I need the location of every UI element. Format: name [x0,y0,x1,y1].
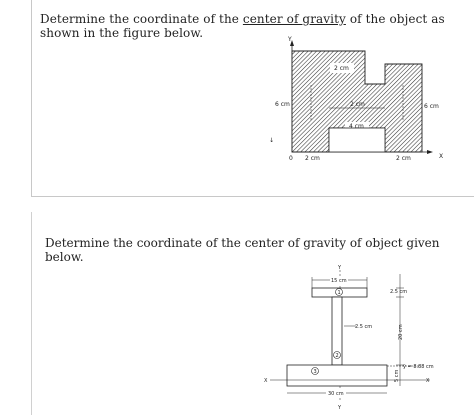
axis-y-bottom: Y [338,405,342,411]
part-1-label: 1 [337,290,341,296]
dim-middle: 2 cm [350,101,365,108]
dim-base-thickness: 5 cm [394,369,400,382]
axis-x-left: X [264,378,268,384]
axis-x-label: X [439,153,444,160]
question-2-text: Determine the coordinate of the center of gravity of object given below. [45,236,440,264]
x-axis-arrow [427,150,433,154]
arrow-mark: ↓ [269,137,275,144]
dim-top-thickness: 2.5 cm [390,289,408,295]
question-1-prefix: Determine the coordinate of the [40,12,243,26]
dim-bottom-left: 2 cm [305,155,320,162]
dim-top-notch: 2 cm [334,65,349,72]
dim-bottom-right: 2 cm [396,155,411,162]
axis-y-label: Y [288,36,292,43]
dim-web-height: 20 cm [398,324,404,340]
dim-right-height: 6 cm [424,103,439,110]
dim-ybar: ȳ = 8.88 cm [403,364,434,370]
origin-label: 0 [289,155,293,162]
axis-x-right: X [426,378,430,384]
dim-web-thickness: 2.5 cm [355,324,373,330]
figure-2-section [260,262,440,412]
question-1-link[interactable]: center of gravity [242,12,346,26]
dim-bottom-gap: 4 cm [349,123,364,130]
dim-top-flange: 15 cm [331,278,347,284]
dim-base-width: 30 cm [328,391,344,397]
axis-y-top: Y [338,265,342,271]
bottom-gap [329,128,385,152]
figure-1-h-shape [255,36,455,171]
base [287,365,387,386]
part-2-label: 2 [335,353,339,359]
dim-left-height: 6 cm [275,101,290,108]
part-3-label: 3 [313,369,317,375]
question-1-suffix: of the object as shown in the figure below. [40,12,445,40]
